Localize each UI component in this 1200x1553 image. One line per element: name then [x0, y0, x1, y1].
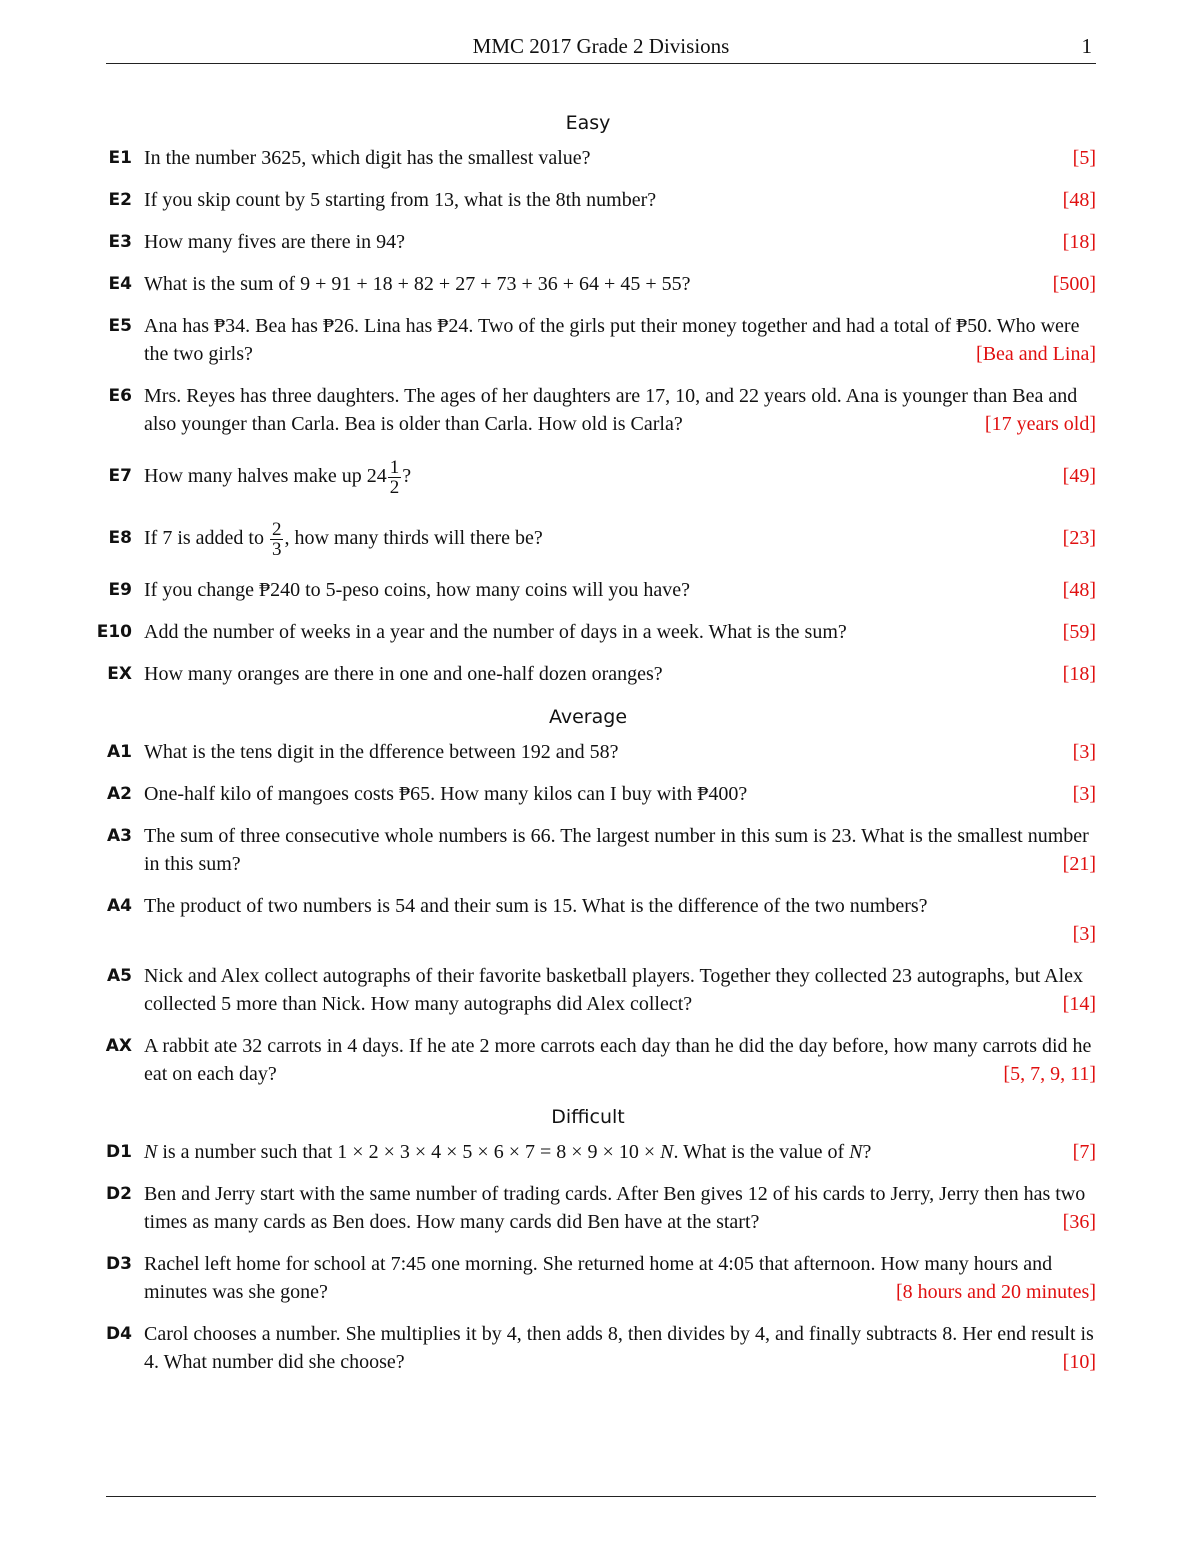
problem-d3	[80, 1250, 1096, 1306]
answer: [500]	[1052, 273, 1096, 295]
problem-e10	[80, 618, 1096, 646]
problem-e3	[80, 228, 1096, 256]
answer: [10]	[1062, 1351, 1096, 1373]
problem-text: Ana has ₱34. Bea has ₱26. Lina has ₱24. Two of the girls put their money together and had a total of ₱50. Who were the two girls?	[144, 315, 1080, 365]
problem-e7	[80, 452, 1096, 500]
problem-label: A1	[107, 742, 132, 762]
answer: [3]	[1072, 783, 1096, 805]
problem-ex	[80, 660, 1096, 688]
page-number: 1	[1081, 34, 1092, 58]
problem-text: If you skip count by 5 starting from 13, what is the 8th number?	[144, 189, 657, 211]
answer: [21]	[1062, 853, 1096, 875]
problem-text: One-half kilo of mangoes costs ₱65. How many kilos can I buy with ₱400?	[144, 783, 748, 805]
problem-text: In the number 3625, which digit has the smallest value?	[144, 147, 591, 169]
problem-text-end: ?	[402, 465, 412, 487]
problem-label: D1	[106, 1142, 132, 1162]
problem-text: What is the tens digit in the dfference between 192 and 58?	[144, 741, 619, 763]
answer: [59]	[1062, 621, 1096, 643]
fraction	[388, 458, 402, 497]
problem-text: Carol chooses a number. She multiplies it by 4, then adds 8, then divides by 4, and finally subtracts 8. Her end result is 4. What number did she choose?	[144, 1323, 1094, 1373]
problem-label: E4	[108, 274, 132, 294]
problem-label: D3	[106, 1254, 132, 1274]
problem-text: Nick and Alex collect autographs of their favorite basketball players. Together they collected 23 autographs, but Alex collected 5 more than Nick. How many autographs did Alex collect?	[144, 965, 1084, 1015]
problem-text: How many oranges are there in one and one-half dozen oranges?	[144, 663, 663, 685]
variable-n: N	[144, 1141, 158, 1163]
answer: [49]	[1062, 465, 1096, 487]
problem-text-question: ?	[862, 1141, 872, 1163]
problem-e5	[80, 312, 1096, 368]
answer: [23]	[1062, 527, 1096, 549]
problem-label: E7	[108, 466, 132, 486]
problem-a3	[80, 822, 1096, 878]
problem-text: The product of two numbers is 54 and their sum is 15. What is the difference of the two numbers?	[144, 895, 928, 917]
fraction	[270, 520, 284, 559]
variable-n: N	[849, 1141, 863, 1163]
problem-label: AX	[105, 1036, 132, 1056]
answer: [3]	[1072, 923, 1096, 945]
problem-e9	[80, 576, 1096, 604]
fraction-denominator: 2	[389, 476, 400, 498]
fraction-numerator: 1	[389, 456, 400, 478]
problem-a4	[80, 892, 1096, 948]
problem-a5	[80, 962, 1096, 1018]
answer: [48]	[1062, 579, 1096, 601]
problem-a2	[80, 780, 1096, 808]
problem-ax	[80, 1032, 1096, 1088]
problem-d2	[80, 1180, 1096, 1236]
problem-text: If 7 is added to	[144, 527, 269, 549]
problem-text: If you change ₱240 to 5-peso coins, how many coins will you have?	[144, 579, 691, 601]
problem-text: A rabbit ate 32 carrots in 4 days. If he ate 2 more carrots each day than he did the day before, how many carrots did he eat on each day?	[144, 1035, 1092, 1085]
problem-label: D2	[106, 1184, 132, 1204]
problem-text-end: , how many thirds will there be?	[284, 527, 543, 549]
answer: [Bea and Lina]	[976, 343, 1096, 365]
fraction-denominator: 3	[271, 538, 282, 560]
problem-label: E8	[108, 528, 132, 548]
problem-text: The sum of three consecutive whole numbers is 66. The largest number in this sum is 23. What is the smallest number in this sum?	[144, 825, 1089, 875]
problem-text: How many fives are there in 94?	[144, 231, 406, 253]
answer: [17 years old]	[984, 413, 1096, 435]
problem-label: EX	[107, 664, 132, 684]
problem-e1	[80, 144, 1096, 172]
answer: [8 hours and 20 minutes]	[896, 1281, 1096, 1303]
footer-rule	[106, 1496, 1096, 1497]
problem-a1	[80, 738, 1096, 766]
problem-text: What is the sum of 9 + 91 + 18 + 82 + 27 + 73 + 36 + 64 + 45 + 55?	[144, 273, 691, 295]
problem-list	[80, 108, 1096, 1390]
answer: [18]	[1062, 231, 1096, 253]
problem-text: How many halves make up 24	[144, 465, 387, 487]
problem-text-end: . What is the value of	[673, 1141, 850, 1163]
problem-text: is a number such that 1 × 2 × 3 × 4 × 5 × 6 × 7 = 8 × 9 × 10 ×	[157, 1141, 661, 1163]
answer: [7]	[1072, 1141, 1096, 1163]
section-title-difficult: Difficult	[551, 1106, 625, 1128]
problem-label: A2	[107, 784, 132, 804]
problem-label: E3	[108, 232, 132, 252]
problem-e4	[80, 270, 1096, 298]
problem-d1	[80, 1138, 1096, 1166]
problem-d4	[80, 1320, 1096, 1376]
answer: [18]	[1062, 663, 1096, 685]
problem-label: A3	[107, 826, 132, 846]
problem-label: A5	[107, 966, 132, 986]
section-title-average: Average	[548, 706, 628, 728]
problem-label: D4	[106, 1324, 132, 1344]
problem-e8	[80, 514, 1096, 562]
answer: [5]	[1072, 147, 1096, 169]
problem-label: E5	[108, 316, 132, 336]
problem-e6	[80, 382, 1096, 438]
problem-label: A4	[107, 896, 132, 916]
answer: [14]	[1062, 993, 1096, 1015]
problem-label: E9	[108, 580, 132, 600]
header-title: MMC 2017 Grade 2 Divisions	[472, 34, 730, 58]
answer: [5, 7, 9, 11]	[1003, 1063, 1096, 1085]
answer: [48]	[1062, 189, 1096, 211]
problem-label: E2	[108, 190, 132, 210]
variable-n: N	[660, 1141, 674, 1163]
problem-label: E10	[96, 622, 132, 642]
answer: [36]	[1062, 1211, 1096, 1233]
problem-text: Ben and Jerry start with the same number of trading cards. After Ben gives 12 of his cards to Jerry, Jerry then has two times as many cards as Ben does. How many cards did Ben have at the start?	[144, 1183, 1086, 1233]
fraction-numerator: 2	[271, 518, 282, 540]
problem-e2	[80, 186, 1096, 214]
problem-text: Rachel left home for school at 7:45 one morning. She returned home at 4:05 that afternoon. How many hours and minutes was she gone?	[144, 1253, 1053, 1303]
problem-text: Mrs. Reyes has three daughters. The ages of her daughters are 17, 10, and 22 years old. Ana is younger than Bea and also younger than Carla. Bea is older than Carla. How old is Carla?	[144, 385, 1078, 435]
problem-label: E1	[108, 148, 132, 168]
problem-text: Add the number of weeks in a year and the number of days in a week. What is the sum?	[144, 621, 847, 643]
section-title-easy: Easy	[565, 112, 611, 134]
page-header	[106, 32, 1096, 64]
answer: [3]	[1072, 741, 1096, 763]
problem-label: E6	[108, 386, 132, 406]
